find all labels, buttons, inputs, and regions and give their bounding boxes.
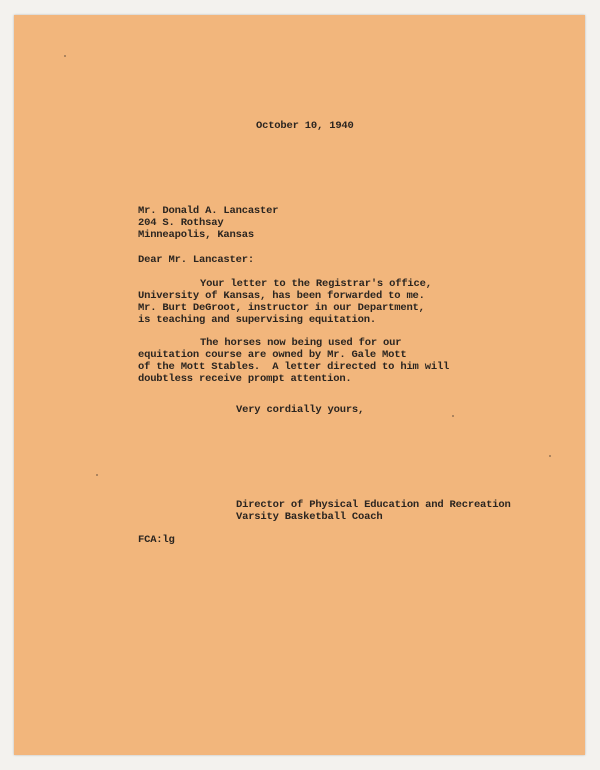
reference-initials: FCA:lg bbox=[138, 534, 175, 546]
paragraph1-line: University of Kansas, has been forwarded to me. bbox=[138, 290, 425, 302]
recipient-city: Minneapolis, Kansas bbox=[138, 229, 254, 241]
paragraph1-line: Mr. Burt DeGroot, instructor in our Department, bbox=[138, 302, 425, 314]
paragraph2-line: The horses now being used for our bbox=[200, 337, 402, 349]
paragraph2-line: of the Mott Stables. A letter directed to him will bbox=[138, 361, 450, 373]
signature-title-line: Director of Physical Education and Recreation bbox=[236, 499, 511, 511]
paper-speck bbox=[452, 415, 454, 417]
paper-speck bbox=[96, 474, 98, 476]
recipient-street: 204 S. Rothsay bbox=[138, 217, 224, 229]
paper-speck bbox=[64, 55, 66, 57]
letter-page bbox=[14, 15, 585, 755]
paragraph2-line: equitation course are owned by Mr. Gale Mott bbox=[138, 349, 407, 361]
recipient-name: Mr. Donald A. Lancaster bbox=[138, 205, 279, 217]
paragraph1-line: is teaching and supervising equitation. bbox=[138, 314, 376, 326]
signature-title-line: Varsity Basketball Coach bbox=[236, 511, 383, 523]
complimentary-closing: Very cordially yours, bbox=[236, 404, 365, 416]
paragraph1-line: Your letter to the Registrar's office, bbox=[200, 278, 432, 290]
paragraph2-line: doubtless receive prompt attention. bbox=[138, 373, 352, 385]
letter-date: October 10, 1940 bbox=[256, 120, 354, 132]
paper-speck bbox=[549, 455, 551, 457]
salutation: Dear Mr. Lancaster: bbox=[138, 254, 254, 266]
